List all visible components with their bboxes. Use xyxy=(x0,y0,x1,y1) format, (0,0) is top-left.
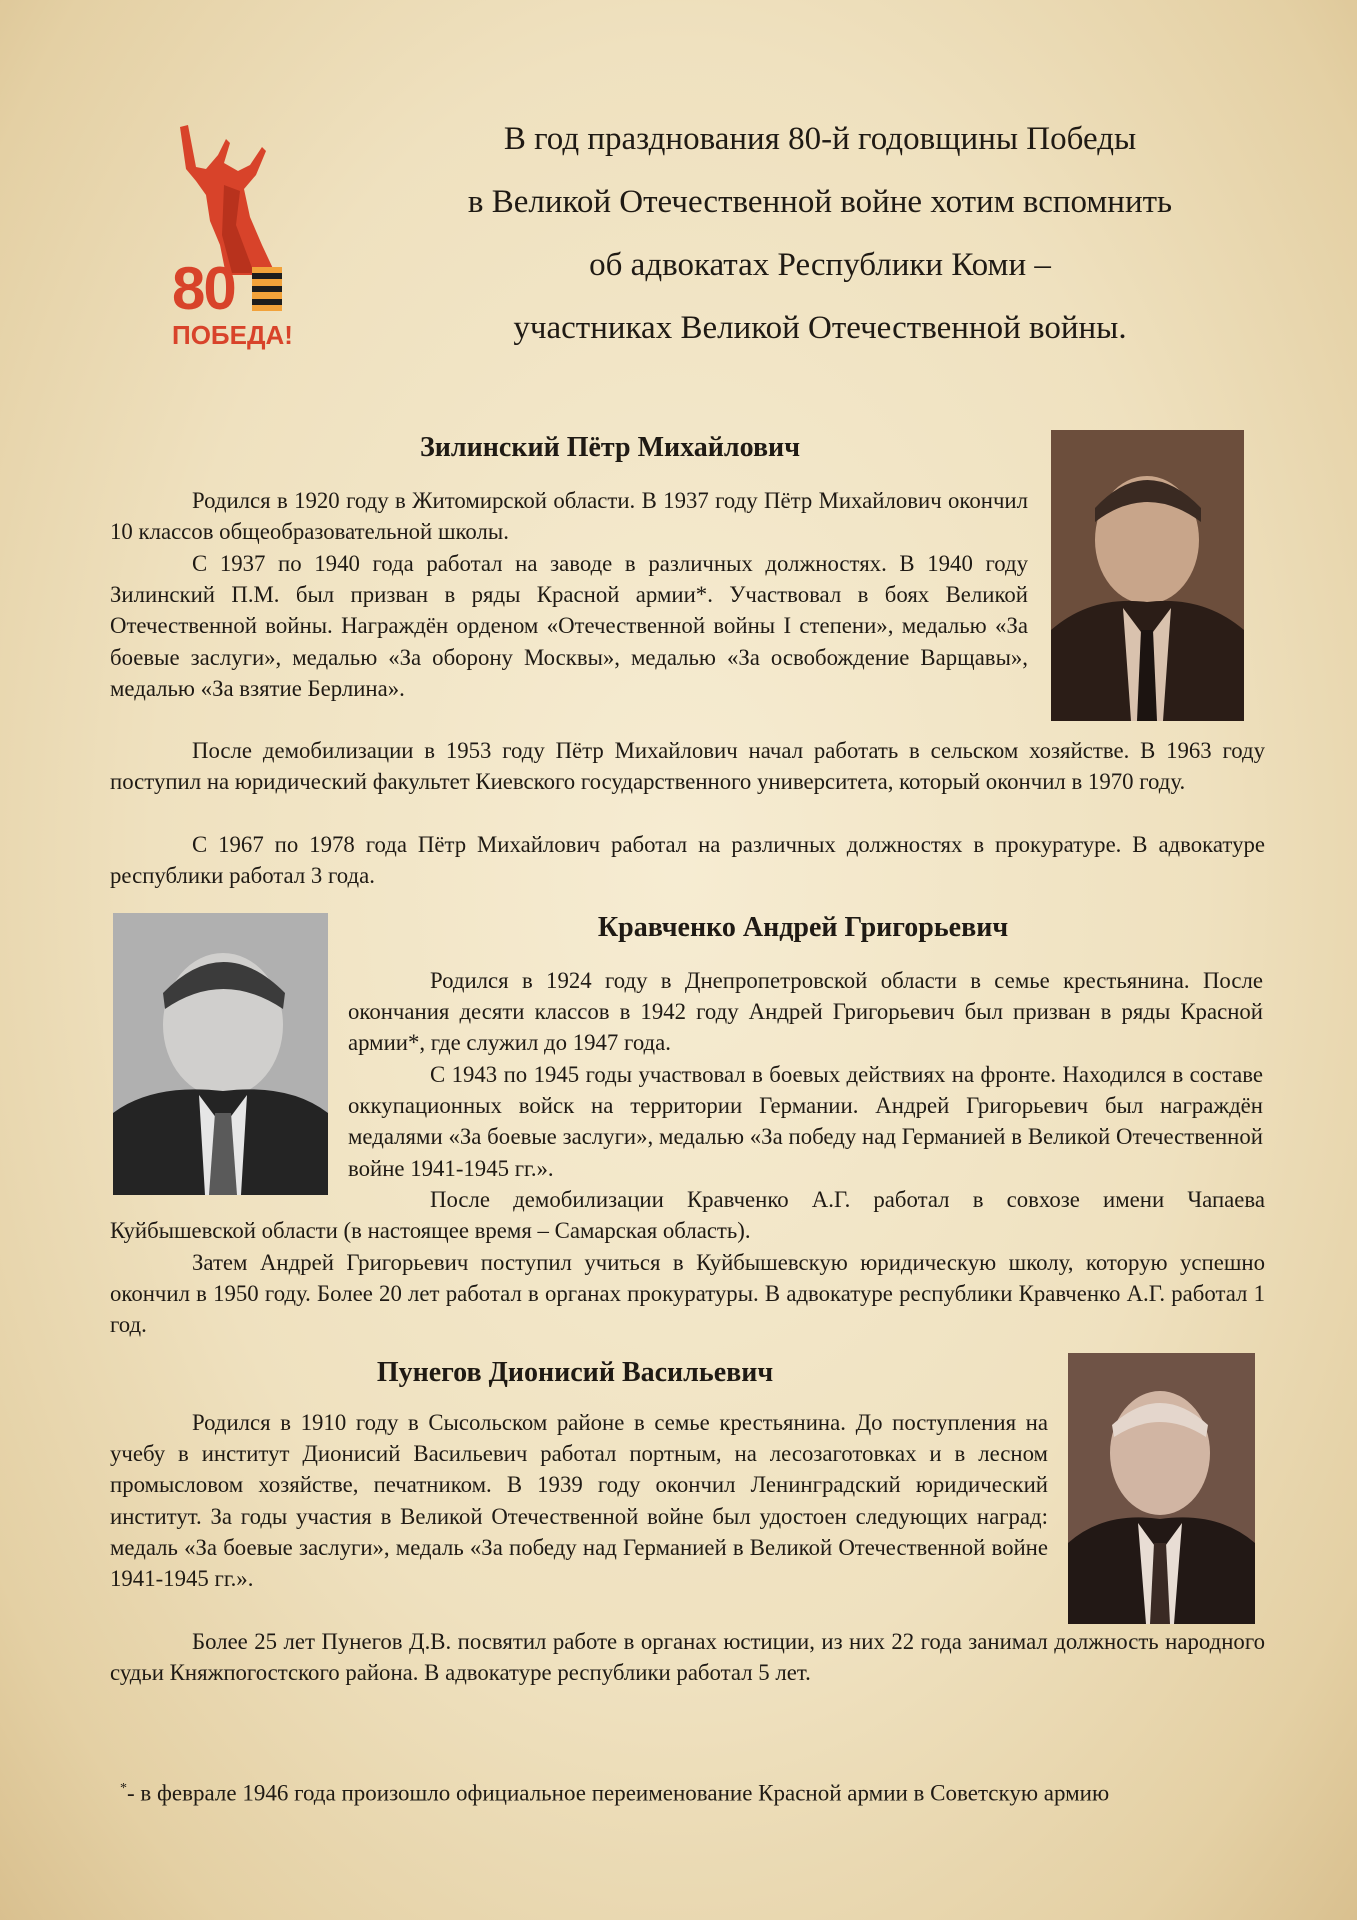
portrait-image xyxy=(113,913,328,1195)
motherland-statue-icon xyxy=(166,125,286,275)
st-george-ribbon-icon xyxy=(252,267,282,311)
bio-paragraph: С 1937 по 1940 года работал на заводе в различных должностях. В 1940 году Зилинский П.М. был призван в ряды Красной армии*. Участвовал в боях Великой Отечественной войны. Награждён орденом «Отечественной войны I степени», медалью «За боевые заслуги», медалью «За оборону Москвы», медалью «За освобождение Варщавы», медалью «За взятие Берлина». xyxy=(110,551,1028,701)
bio-paragraph: Затем Андрей Григорьевич поступил учиться в Куйбышевскую юридическую школу, которую успешно окончил в 1950 году. Более 20 лет работал в органах прокуратуры. В адвокатуре республики Кравченко А.Г. работал 1 год. xyxy=(110,1250,1265,1338)
person-name: Кравченко Андрей Григорьевич xyxy=(597,912,1009,943)
bio-paragraph: Родился в 1910 году в Сысольском районе в семье крестьянина. До поступления на учебу в институт Дионисий Васильевич работал портным, на лесозаготовках и в лесном промысловом хозяйстве, печатником. В 1939 году окончил Ленинградский юридический институт. За годы участия в Великой Отечественной войне был удостоен следующих наград: медаль «За боевые заслуги», медаль «За победу над Германией в Великой Отечественной войне 1941-1945 гг.». xyxy=(110,1410,1048,1592)
person-name: Зилинский Пётр Михайлович xyxy=(420,432,800,463)
victory-80-logo xyxy=(166,125,293,350)
logo-word: ПОБЕДА! xyxy=(172,320,293,350)
bio-paragraph: После демобилизации в 1953 году Пётр Михайлович начал работать в сельском хозяйстве. В 1963 году поступил на юридический факультет Киевского государственного университета, который окончил в 1970 году. xyxy=(110,738,1265,795)
portrait-image xyxy=(1068,1353,1255,1624)
heading-line: В год празднования 80-й годовщины Победы xyxy=(503,121,1137,157)
page-heading xyxy=(410,108,1230,360)
bio-paragraph: Более 25 лет Пунегов Д.В. посвятил работе в органах юстиции, из них 22 года занимал должность народного судьи Княжпогостского района. В адвокатуре республики работал 5 лет. xyxy=(110,1629,1265,1686)
portrait-image xyxy=(1051,430,1244,721)
bio-paragraph: С 1967 по 1978 года Пётр Михайлович работал на различных должностях в прокуратуре. В адвокатуре республики работал 3 года. xyxy=(110,832,1265,889)
heading-line: в Великой Отечественной войне хотим вспомнить xyxy=(467,184,1173,220)
heading-line: участниках Великой Отечественной войны. xyxy=(513,310,1127,346)
portrait-photo xyxy=(1051,430,1244,721)
logo-number: 80 xyxy=(172,255,235,322)
footnote xyxy=(120,1772,1230,1811)
bio-paragraph: Родился в 1920 году в Житомирской области. В 1937 году Пётр Михайлович окончил 10 классов общеобразовательной школы. xyxy=(110,488,1028,545)
person-name: Пунегов Дионисий Васильевич xyxy=(376,1357,774,1388)
bio-paragraph: После демобилизации Кравченко А.Г. работал в совхозе имени Чапаева Куйбышевской области (в настоящее время – Самарская область). xyxy=(110,1187,1265,1244)
heading-line: об адвокатах Республики Коми – xyxy=(589,247,1051,283)
footnote-mark: * xyxy=(120,1781,127,1796)
bio-paragraph: С 1943 по 1945 годы участвовал в боевых действиях на фронте. Находился в составе оккупационных войск на территории Германии. Андрей Григорьевич был награждён медалями «За боевые заслуги», медалью «За победу над Германией в Великой Отечественной войне 1941-1945 гг.». xyxy=(348,1062,1263,1181)
footnote-text: - в феврале 1946 года произошло официальное переименование Красной армии в Советскую армию xyxy=(127,1780,1110,1806)
bio-paragraph: Родился в 1924 году в Днепропетровской области в семье крестьянина. После окончания десяти классов в 1942 году Андрей Григорьевич был призван в ряды Красной армии*, где служил до 1947 года. xyxy=(348,968,1263,1056)
portrait-photo xyxy=(1068,1353,1255,1624)
portrait-photo xyxy=(113,913,328,1195)
